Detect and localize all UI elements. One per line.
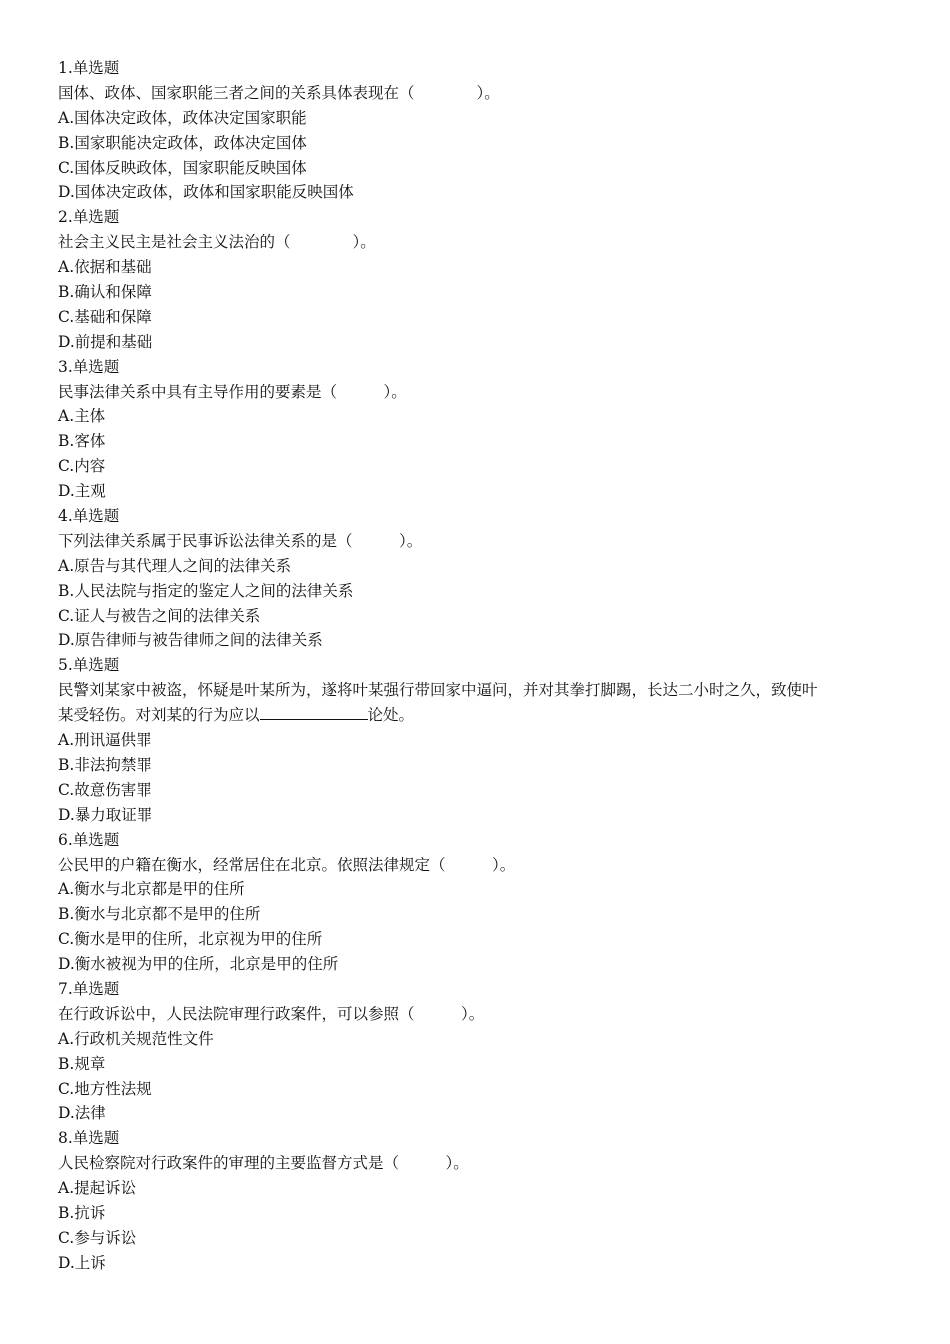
question-header: 2.单选题: [58, 208, 120, 227]
question-stem: 社会主义民主是社会主义法治的（ ）。: [58, 233, 376, 252]
question-stem: 下列法律关系属于民事诉讼法律关系的是（ ）。: [58, 531, 423, 550]
option-c: C.证人与被告之间的法律关系: [58, 606, 261, 625]
question-stem: 公民甲的户籍在衡水，经常居住在北京。依照法律规定（ ）。: [58, 855, 516, 874]
option-b: B.国家职能决定政体，政体决定国体: [58, 133, 307, 152]
option-a: A.行政机关规范性文件: [58, 1029, 214, 1048]
option-a: A.主体: [58, 407, 106, 426]
question-stem: 人民检察院对行政案件的审理的主要监督方式是（ ）。: [58, 1154, 469, 1173]
question-1: [58, 56, 898, 205]
option-d: D.衡水被视为甲的住所，北京是甲的住所: [58, 955, 339, 974]
option-b: B.确认和保障: [58, 283, 152, 302]
option-a: A.提起诉讼: [58, 1179, 137, 1198]
question-stem: 在行政诉讼中，人民法院审理行政案件，可以参照（ ）。: [58, 1004, 485, 1023]
question-6: [58, 828, 898, 977]
question-header: 4.单选题: [58, 507, 120, 526]
question-stem-line-2: [58, 703, 898, 728]
option-b: B.抗诉: [58, 1203, 106, 1222]
question-header: 8.单选题: [58, 1129, 120, 1148]
option-b: B.非法拘禁罪: [58, 755, 152, 774]
question-2: [58, 205, 898, 354]
option-c: C.故意伤害罪: [58, 780, 152, 799]
option-d: D.主观: [58, 482, 106, 501]
option-d: D.上诉: [58, 1253, 106, 1272]
option-c: C.内容: [58, 457, 106, 476]
option-d: D.国体决定政体，政体和国家职能反映国体: [58, 183, 354, 202]
question-stem: 民事法律关系中具有主导作用的要素是（ ）。: [58, 382, 407, 401]
option-c: C.国体反映政体，国家职能反映国体: [58, 158, 307, 177]
exam-document: [58, 56, 898, 1276]
option-d: D.原告律师与被告律师之间的法律关系: [58, 631, 323, 650]
option-a: A.国体决定政体，政体决定国家职能: [58, 108, 307, 127]
question-7: [58, 977, 898, 1126]
option-a: A.衡水与北京都是甲的住所: [58, 880, 245, 899]
option-a: A.依据和基础: [58, 258, 152, 277]
question-header: 6.单选题: [58, 830, 120, 849]
option-a: A.原告与其代理人之间的法律关系: [58, 556, 292, 575]
option-d: D.前提和基础: [58, 332, 153, 351]
question-stem-line-1: 民警刘某家中被盗，怀疑是叶某所为，遂将叶某强行带回家中逼问，并对其拳打脚踢，长达二小时之久，致使叶: [58, 681, 818, 700]
question-header: 5.单选题: [58, 656, 120, 675]
question-header: 3.单选题: [58, 357, 120, 376]
stem-text-before-blank: 某受轻伤。对刘某的行为应以: [58, 706, 260, 725]
option-b: B.人民法院与指定的鉴定人之间的法律关系: [58, 581, 354, 600]
question-5: [58, 653, 898, 827]
question-8: [58, 1126, 898, 1275]
option-c: C.衡水是甲的住所，北京视为甲的住所: [58, 930, 323, 949]
option-d: D.法律: [58, 1104, 106, 1123]
option-b: B.客体: [58, 432, 106, 451]
option-b: B.衡水与北京都不是甲的住所: [58, 905, 261, 924]
option-c: C.地方性法规: [58, 1079, 152, 1098]
option-a: A.刑讯逼供罪: [58, 731, 152, 750]
question-4: [58, 504, 898, 653]
question-header: 1.单选题: [58, 59, 120, 77]
option-c: C.基础和保障: [58, 307, 152, 326]
option-c: C.参与诉讼: [58, 1228, 137, 1247]
option-d: D.暴力取证罪: [58, 805, 153, 824]
stem-text-after-blank: 论处。: [367, 706, 415, 725]
question-header: 7.单选题: [58, 979, 120, 998]
question-stem: 国体、政体、国家职能三者之间的关系具体表现在（ ）。: [58, 83, 500, 102]
question-3: [58, 355, 898, 504]
option-b: B.规章: [58, 1054, 106, 1073]
answer-blank: [260, 703, 368, 720]
